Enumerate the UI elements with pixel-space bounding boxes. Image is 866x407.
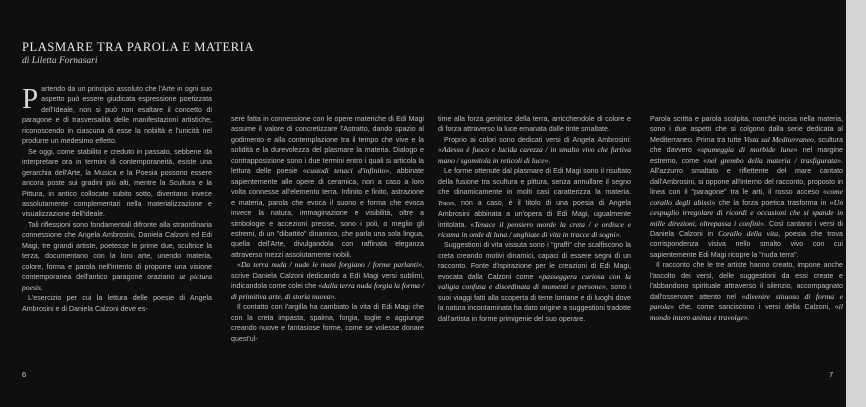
- paragraph: Suggestioni di vita vissuta sono i "graffi" che scalfiscono la creta creando motivi dinamici, capaci di essere segni di un racconto. Fonte d'ispirazione per le creazioni di Edi Magi, evocata dalla Calzoni come «passeggera curiosa con la valigia confusa e disordinata di momenti e persone», sono i suoi viaggi fatti alla scoperta di terre lontane e di luoghi dove la natura incontaminata ha dato origine a suggestioni tradotte dall'artista in forme primigenie del suo operare.: [438, 241, 631, 323]
- paragraph: Il racconto che le tre artiste hanno creato, impone anche l'ascolto dei versi, delle suggestioni da essi create e l'abbandono spirituale attraverso il silenzio, accompagnato dall'osservare attento nel «divenire sinuoso di forma e parola» che, come sanciscono i versi della Calzoni, «il mondo intero anima e travolge».: [650, 261, 843, 322]
- paragraph: Parola scritta e parola scolpita, nonché incisa nella materia, sono i due aspetti che si colgono dalla serie dedicata al Mediterraneo. Prima tra tutte Vista sul Mediterraneo, scultura che davvero «spumeggia di morbide lune» nel margine estremo, come «nel grembo della materia / trasfigurata». All'azzurro smaltato e riflettente del mare cantato dall'Ambrosini, si oppone all'interno del racconto, proposto in linea con il "paragone" tra le arti, il rosso acceso «come corallo degli abissi» che la forza poetica trasforma in «Un cespuglio irregolare di ricordi e occasioni che si spande in mille direzioni, oltrepassa i confini». Così cantano i versi di Daniela Calzoni in Corallo della vita, poesia che trova corrispondenza visiva nello smalto vivo con cui sapientemente Edi Magi ricopre la "nuda terra".: [650, 115, 844, 259]
- quote: Un cespuglio irregolare di ricordi e occasioni che si spande in mille direzioni, oltrepassa i confini: [650, 197, 843, 228]
- paragraph: time alla forza genitrice della terra, arricchendole di colore e di forza attraverso la luce emanata dalle tinte smaltate.: [438, 115, 631, 134]
- quote: custodi tenaci d'infinito: [306, 166, 386, 176]
- paragraph: «Da terra nuda / nude le mani forgiano / forme parlanti», scrive Daniela Calzoni dedicando a Edi Magi versi sublimi, indicandola come colei che «dalla terra nuda forgia la forma / di primitiva arte, di storia nuova».: [231, 260, 424, 301]
- quote: spumeggia di morbide lune: [701, 145, 794, 155]
- article-author: di Liletta Fornasari: [22, 56, 98, 66]
- paragraph: Tali riflessioni sono fondamentali difronte alla straordinaria connessione che Angela Ambrosini, Daniela Calzoni ed Edi Magi, tre grandi artiste, poetesse le prime due, scultrice la terza, documentano con la loro arte, unendo materia, colore, forma e parola nell'intento di proporre una visione contemporanea dell'antico paragone oraziano ut pictura poesis.: [22, 220, 212, 292]
- quote: Vista sul Mediterraneo: [743, 134, 814, 144]
- page-number-left: 6: [22, 370, 27, 379]
- paragraph: Proprio ai colori sono dedicati versi di Angela Ambrosini: «Adesso è fuoco e lucida carezza / in smalto vivo che furtiva mano / sgomitola in reticoli di luce».: [438, 135, 631, 165]
- text-column-4: [650, 114, 843, 323]
- text-column-3: [438, 114, 631, 324]
- quote: Tenace il pensiero morde la creta / e ordisce e ricama in onde di luna / unghiate di vita in tracce di sogni: [438, 219, 631, 239]
- quote: il mondo intero anima e travolge: [650, 302, 843, 322]
- paragraph: Il contatto con l'argilla ha cambiato la vita di Edi Magi che con la creta impasta, spalma, forgia, toglie e aggiunge creando nuove e fantasiose forme, come se volesse donare quest'ul-: [231, 303, 424, 343]
- quote: Corallo della vita: [718, 228, 779, 238]
- quote: divenire sinuoso di forma e parola: [650, 291, 843, 312]
- quote: passeggera curiosa con la valigia confusa e disordinata di momenti e persone: [438, 271, 631, 292]
- article-title: PLASMARE TRA PAROLA E MATERIA: [22, 40, 255, 54]
- text-column-1: [22, 84, 212, 314]
- page-number-right: 7: [829, 370, 834, 379]
- quote: nel grembo della materia / trasfigurata: [707, 155, 838, 165]
- paragraph: L'esercizio per cui la lettura delle poesie di Angela Ambrosini e di Daniela Calzoni deve es-: [22, 294, 212, 313]
- paragraph: Partendo da un principio assoluto che l'Arte in ogni suo aspetto può essere giudicata espressione poetizzata dell'Ideale, non si può non esaltare il concetto di paragone e di trasversalità delle manifestazioni artistiche, riconoscendo in ciascuna di esse la nobiltà e l'unicità nel produrre un medesimo effetto.: [22, 83, 212, 146]
- quote: Traces: [438, 200, 455, 207]
- drop-cap: P: [22, 83, 39, 115]
- paragraph: sere fatta in connessione con le opere materiche di Edi Magi assume il valore di concretizzare l'Astratto, dando spazio al godimento e alla contemplazione tra il tempo che vive e la solidità e la durevolezza del plasmare la materia. Dialogo e contrapposizione sono i due termini entro i quali si articola la lettura delle poesie «custodi tenaci d'infinito», abbinate sapientemente alle opere di ceramica, non a caso a loro volta connesse all'elemento terra. Infinito e finito, astrazione e materia, parola che evoca il suono e forma che evoca invece la natura, immaginazione e visibilità, oltre a simbologie e accezioni precise, sono i poli, o meglio gli estremi, di un "dibattito" dinamico, che parla una sola lingua, quella dell'Arte, divulgandola con raffinata eleganza attraverso mezzi assolutamente nobili.: [231, 115, 425, 259]
- quote: dalla terra nuda forgia la forma / di primitiva arte, di storia nuova: [231, 281, 424, 301]
- paragraph: Le forme ottenute dal plasmare di Edi Magi sono il risultato della fusione tra scultura e pittura, senza annullare il segno che dinamicamente in molti casi caratterizza la materia. Traces, non a caso, è il titolo di una poesia di Angela Ambrosini abbinata a un'opera di Edi Magi, ugualmente intitolata. «Tenace il pensiero morde la creta / e ordisce e ricama in onde di luna / unghiate di vita in tracce di sogni».: [438, 167, 631, 239]
- page-edge: [846, 0, 866, 407]
- paragraph: Se oggi, come stabilito e creduto in passato, sebbene da interpretare ora in termini di contemporaneità, esiste una gerarchia dell'Arte, la Musica e la Poesia possono essere ancora poste sui gradini più alti, mentre la Scultura e la Pittura, in antico collocate subito sotto, diventano invece assolutamente complementari nella materializzazione e visualizzazione dell'ideale.: [22, 147, 212, 219]
- quote: Adesso è fuoco e lucida carezza / in smalto vivo che furtiva mano / sgomitola in reticoli di luce: [438, 145, 631, 165]
- text-column-2: [231, 114, 424, 344]
- quote: Da terra nuda / nude le mani forgiano / forme parlanti: [240, 260, 419, 270]
- quote: ut pictura poesis: [22, 272, 212, 292]
- quote: come corallo degli abissi: [650, 187, 843, 207]
